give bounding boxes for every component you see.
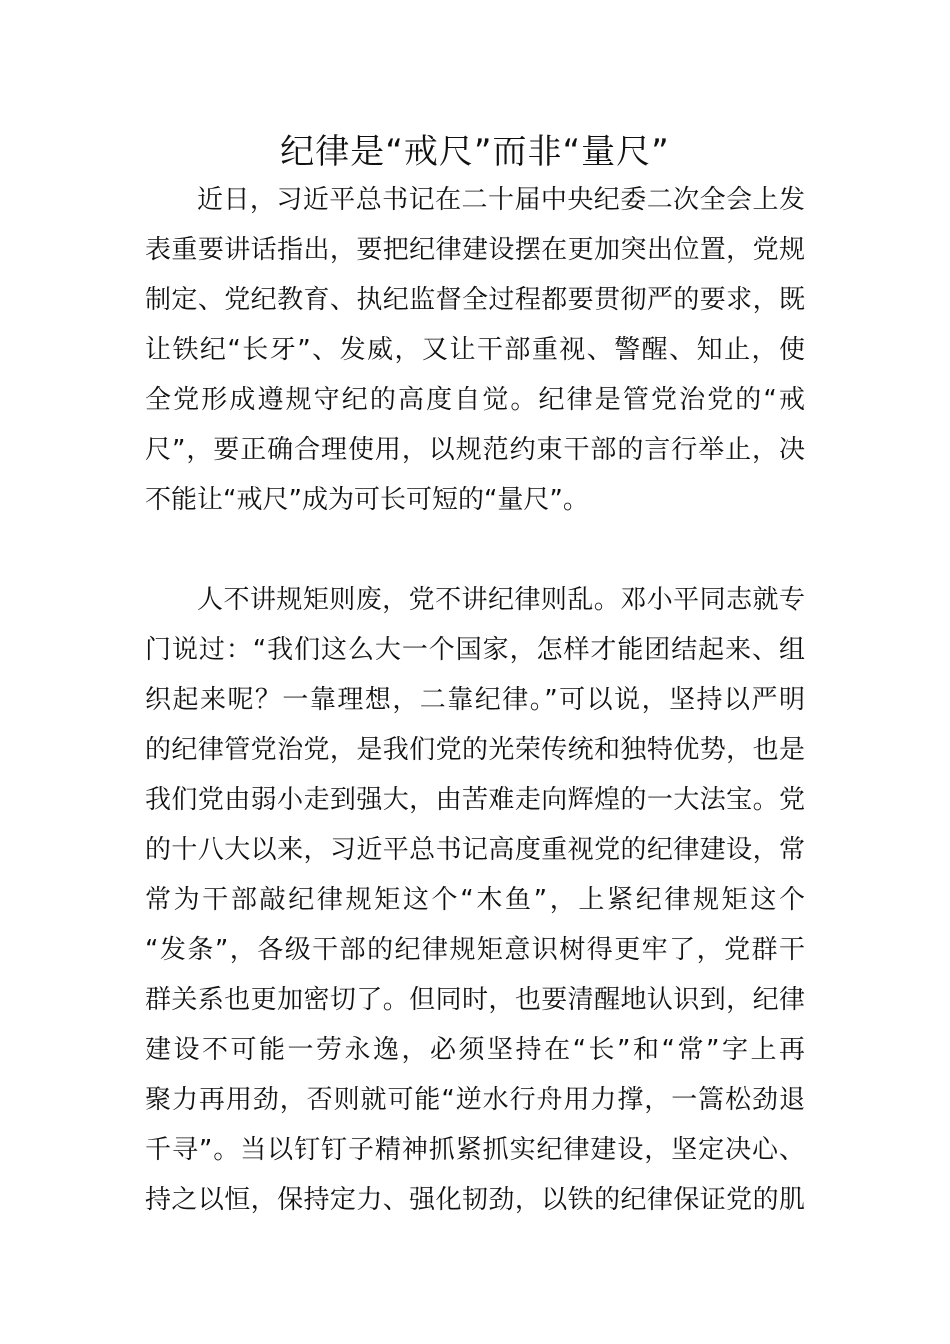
text-line: 的纪律管党治党，是我们党的光荣传统和独特优势，也是 — [145, 735, 805, 765]
text-line: 表重要讲话指出，要把纪律建设摆在更加突出位置，党规 — [145, 235, 805, 265]
text-line: 不能让“戒尺”成为可长可短的“量尺”。 — [145, 485, 589, 515]
text-line: 尺”，要正确合理使用，以规范约束干部的言行举止，决 — [145, 435, 805, 465]
text-line: 制定、党纪教育、执纪监督全过程都要贯彻严的要求，既 — [145, 285, 805, 315]
text-line: 聚力再用劲，否则就可能“逆水行舟用力撑，一篙松劲退 — [145, 1085, 805, 1115]
text-line: 近日，习近平总书记在二十届中央纪委二次全会上发 — [197, 185, 805, 215]
text-line: 人不讲规矩则废，党不讲纪律则乱。邓小平同志就专 — [197, 585, 805, 615]
text-line: 群关系也更加密切了。但同时，也要清醒地认识到，纪律 — [145, 985, 805, 1015]
document-title: 纪律是“戒尺”而非“量尺” — [280, 132, 670, 172]
text-line: 我们党由弱小走到强大，由苦难走向辉煌的一大法宝。党 — [145, 785, 805, 815]
text-line: 常为干部敲纪律规矩这个“木鱼”，上紧纪律规矩这个 — [145, 885, 805, 915]
text-line: 持之以恒，保持定力、强化韧劲，以铁的纪律保证党的肌 — [145, 1185, 805, 1215]
text-line: 让铁纪“长牙”、发威，又让干部重视、警醒、知止，使 — [145, 335, 805, 365]
text-line: 全党形成遵规守纪的高度自觉。纪律是管党治党的“戒 — [145, 385, 805, 415]
text-line: 织起来呢？一靠理想，二靠纪律。”可以说，坚持以严明 — [145, 685, 805, 715]
text-line: 门说过：“我们这么大一个国家，怎样才能团结起来、组 — [145, 635, 805, 665]
paragraph-2 — [145, 575, 805, 1225]
text-line: 的十八大以来，习近平总书记高度重视党的纪律建设，常 — [145, 835, 805, 865]
text-line: “发条”，各级干部的纪律规矩意识树得更牢了，党群干 — [145, 935, 805, 965]
text-line: 千寻”。当以钉钉子精神抓紧抓实纪律建设，坚定决心、 — [145, 1135, 805, 1165]
paragraph-1 — [145, 175, 805, 525]
text-line: 建设不可能一劳永逸，必须坚持在“长”和“常”字上再 — [145, 1035, 805, 1065]
